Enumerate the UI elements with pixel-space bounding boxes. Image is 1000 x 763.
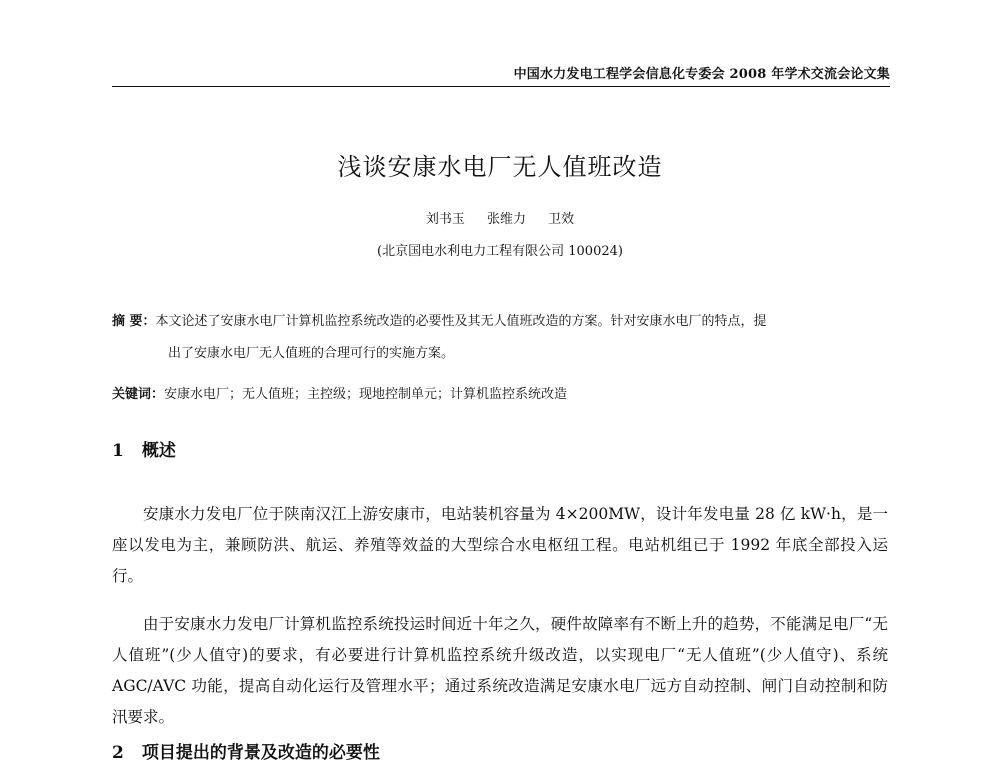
abstract bbox=[112, 306, 888, 370]
affiliation: (北京国电水利电力工程有限公司 100024) bbox=[377, 244, 623, 259]
keywords-text: 安康水电厂；无人值班；主控级；现地控制单元；计算机监控系统改造 bbox=[164, 387, 568, 402]
author-2: 张维力 bbox=[486, 212, 526, 227]
keywords-label: 关键词： bbox=[112, 387, 165, 402]
abstract-label: 摘 要： bbox=[112, 314, 156, 329]
header-rule bbox=[112, 86, 890, 87]
keywords bbox=[112, 384, 888, 406]
author-3: 卫效 bbox=[548, 212, 575, 227]
section-1-title: 概述 bbox=[141, 441, 176, 461]
authors bbox=[0, 208, 1000, 227]
section-1-heading bbox=[112, 436, 176, 461]
section-2-number: 2 bbox=[112, 743, 124, 763]
section-2-heading bbox=[112, 738, 380, 763]
abstract-line-2: 出了安康水电厂无人值班的合理可行的实施方案。 bbox=[168, 346, 455, 361]
abstract-line-1: 本文论述了安康水电厂计算机监控系统改造的必要性及其无人值班改造的方案。针对安康水电厂的特点，提 bbox=[155, 314, 767, 329]
section-1-paragraph-1: 安康水力发电厂位于陕南汉江上游安康市，电站装机容量为 4×200MW，设计年发电量 28 亿 kW·h，是一座以发电为主，兼顾防洪、航运、养殖等效益的大型综合水电枢纽工程。电站机组已于 1992 年底全部投入运行。 bbox=[112, 504, 888, 585]
section-1-paragraph-2: 由于安康水力发电厂计算机监控系统投运时间近十年之久，硬件故障率有不断上升的趋势，不能满足电厂“无人值班”(少人值守)的要求，有必要进行计算机监控系统升级改造，以实现电厂“无人值班”(少人值守)、系统 AGC/AVC 功能，提高自动化运行及管理水平；通过系统改造满足安康水电厂远方自动控制、闸门自动控制和防汛要求。 bbox=[112, 614, 888, 726]
author-1: 刘书玉 bbox=[425, 212, 465, 227]
paper-title: 浅谈安康水电厂无人值班改造 bbox=[337, 153, 663, 181]
running-header: 中国水力发电工程学会信息化专委会 2008 年学术交流会论文集 bbox=[513, 67, 890, 82]
section-2-title: 项目提出的背景及改造的必要性 bbox=[141, 743, 380, 763]
section-1-number: 1 bbox=[112, 441, 124, 461]
